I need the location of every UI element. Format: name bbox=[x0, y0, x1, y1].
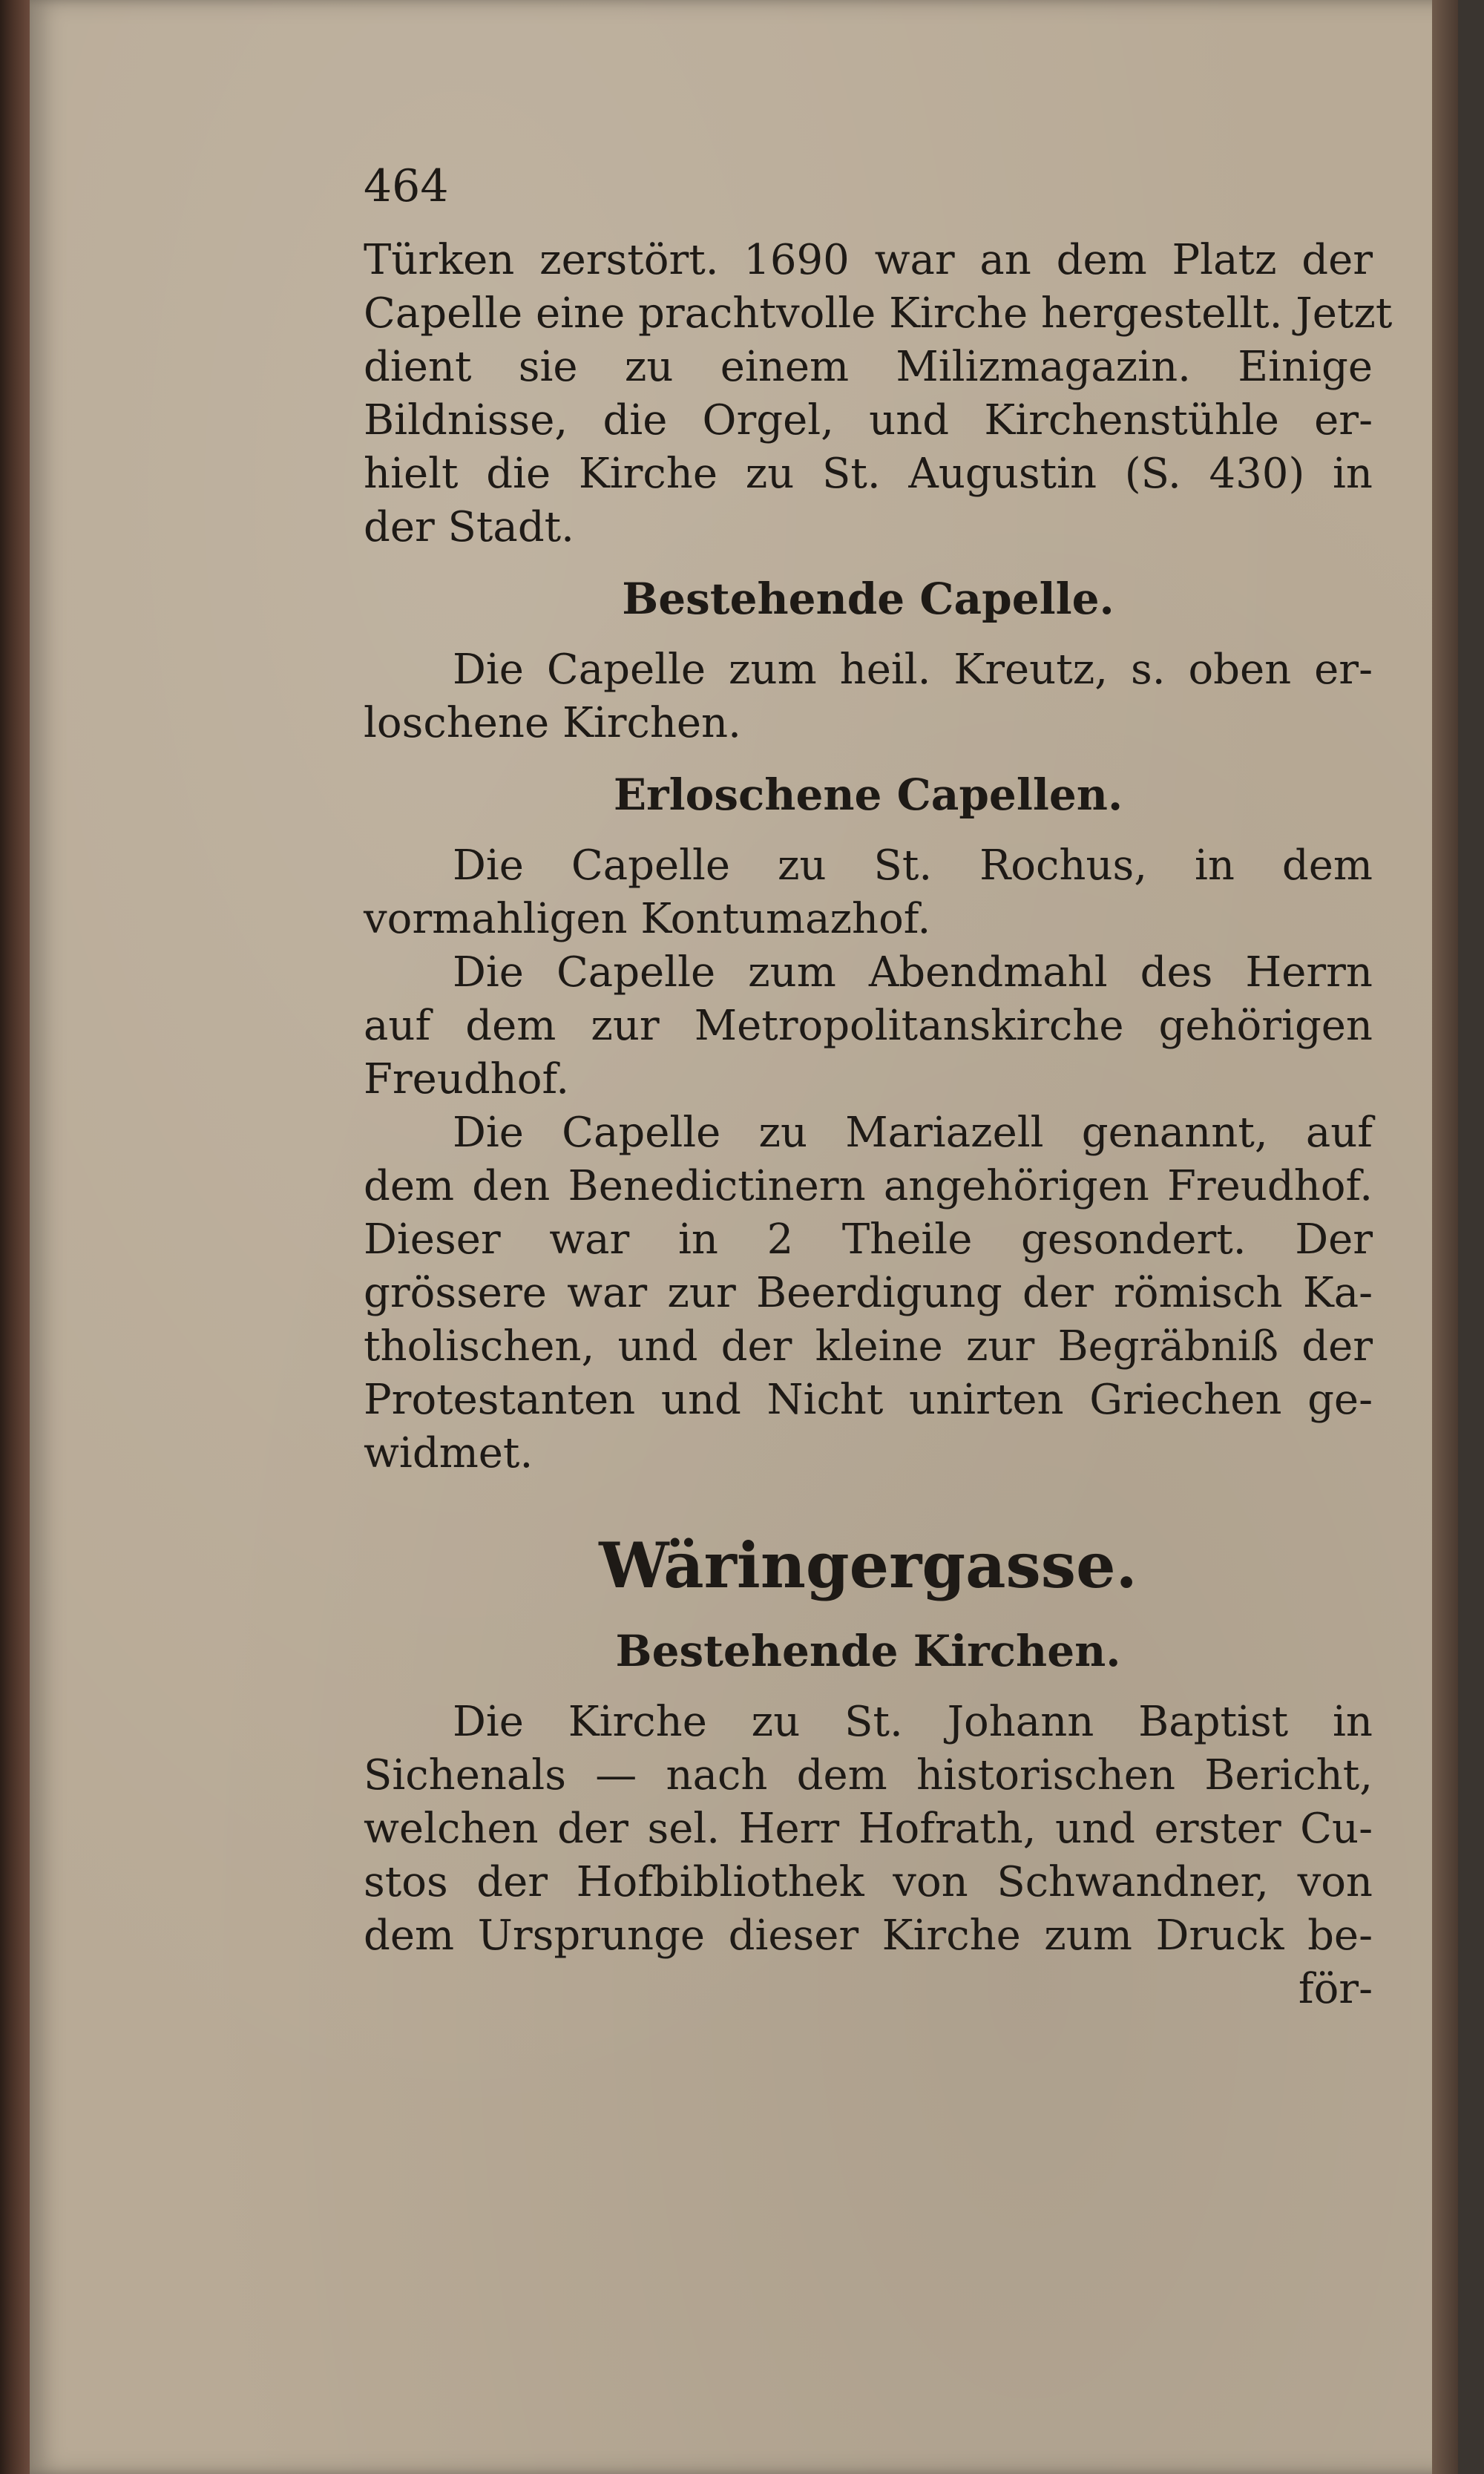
text-line: Capelle eine prachtvolle Kirche hergestellt. Jetzt bbox=[364, 289, 1393, 338]
text-line: dem Ursprunge dieser Kirche zum Druck be- bbox=[364, 1912, 1373, 1960]
paragraph-2 bbox=[364, 643, 1373, 750]
text-line: hielt die Kirche zu St. Augustin (S. 430) in bbox=[364, 450, 1373, 498]
text-line: Die Capelle zum Abendmahl des Herrn bbox=[453, 948, 1373, 997]
subheading-extinct-chapels: Erloschene Capellen. bbox=[613, 770, 1123, 820]
text-line: Bildnisse, die Orgel, und Kirchenstühle er- bbox=[364, 396, 1373, 444]
text-line: Die Capelle zu Mariazell genannt, auf bbox=[453, 1109, 1373, 1157]
text-line: dem den Benedictinern angehörigen Freudhof. bbox=[364, 1162, 1373, 1210]
text-line: der Stadt. bbox=[364, 503, 574, 551]
subheading-existing-churches: Bestehende Kirchen. bbox=[615, 1626, 1121, 1676]
text-line: widmet. bbox=[364, 1429, 533, 1477]
text-line: dient sie zu einem Milizmagazin. Einige bbox=[364, 343, 1373, 391]
text-line: welchen der sel. Herr Hofrath, und erster Cu- bbox=[364, 1805, 1373, 1853]
subheading-existing-chapel: Bestehende Capelle. bbox=[622, 574, 1114, 624]
text-line: tholischen, und der kleine zur Begräbniß der bbox=[364, 1322, 1373, 1371]
text-line: grössere war zur Beerdigung der römisch Ka- bbox=[364, 1269, 1373, 1317]
text-line: auf dem zur Metropolitanskirche gehörigen bbox=[364, 1002, 1373, 1050]
text-line: Protestanten und Nicht unirten Griechen ge- bbox=[364, 1376, 1373, 1424]
text-line: Die Kirche zu St. Johann Baptist in bbox=[453, 1698, 1373, 1746]
page-number: 464 bbox=[364, 160, 449, 212]
paragraph-5 bbox=[364, 1106, 1373, 1480]
section-heading: Wäringergasse. bbox=[599, 1529, 1137, 1602]
catchword: för- bbox=[1298, 1965, 1373, 2013]
text-line: Die Capelle zum heil. Kreutz, s. oben er- bbox=[453, 646, 1373, 694]
text-line: Freudhof. bbox=[364, 1055, 569, 1103]
text-line: loschene Kirchen. bbox=[364, 699, 741, 747]
text-line: Dieser war in 2 Theile gesondert. Der bbox=[364, 1215, 1373, 1264]
paragraph-4 bbox=[364, 946, 1373, 1106]
page-edge bbox=[1432, 0, 1458, 2474]
book-spine bbox=[0, 0, 30, 2474]
paragraph-6 bbox=[364, 1696, 1373, 1963]
paragraph-1 bbox=[364, 234, 1393, 554]
text-line: Türken zerstört. 1690 war an dem Platz der bbox=[364, 236, 1373, 284]
paragraph-3 bbox=[364, 839, 1373, 946]
text-line: stos der Hofbibliothek von Schwandner, von bbox=[364, 1858, 1373, 1906]
text-line: Die Capelle zu St. Rochus, in dem bbox=[453, 841, 1373, 890]
page-text bbox=[364, 160, 1393, 2016]
text-line: vormahligen Kontumazhof. bbox=[364, 895, 931, 943]
text-line: Sichenals — nach dem historischen Bericht, bbox=[364, 1751, 1373, 1799]
